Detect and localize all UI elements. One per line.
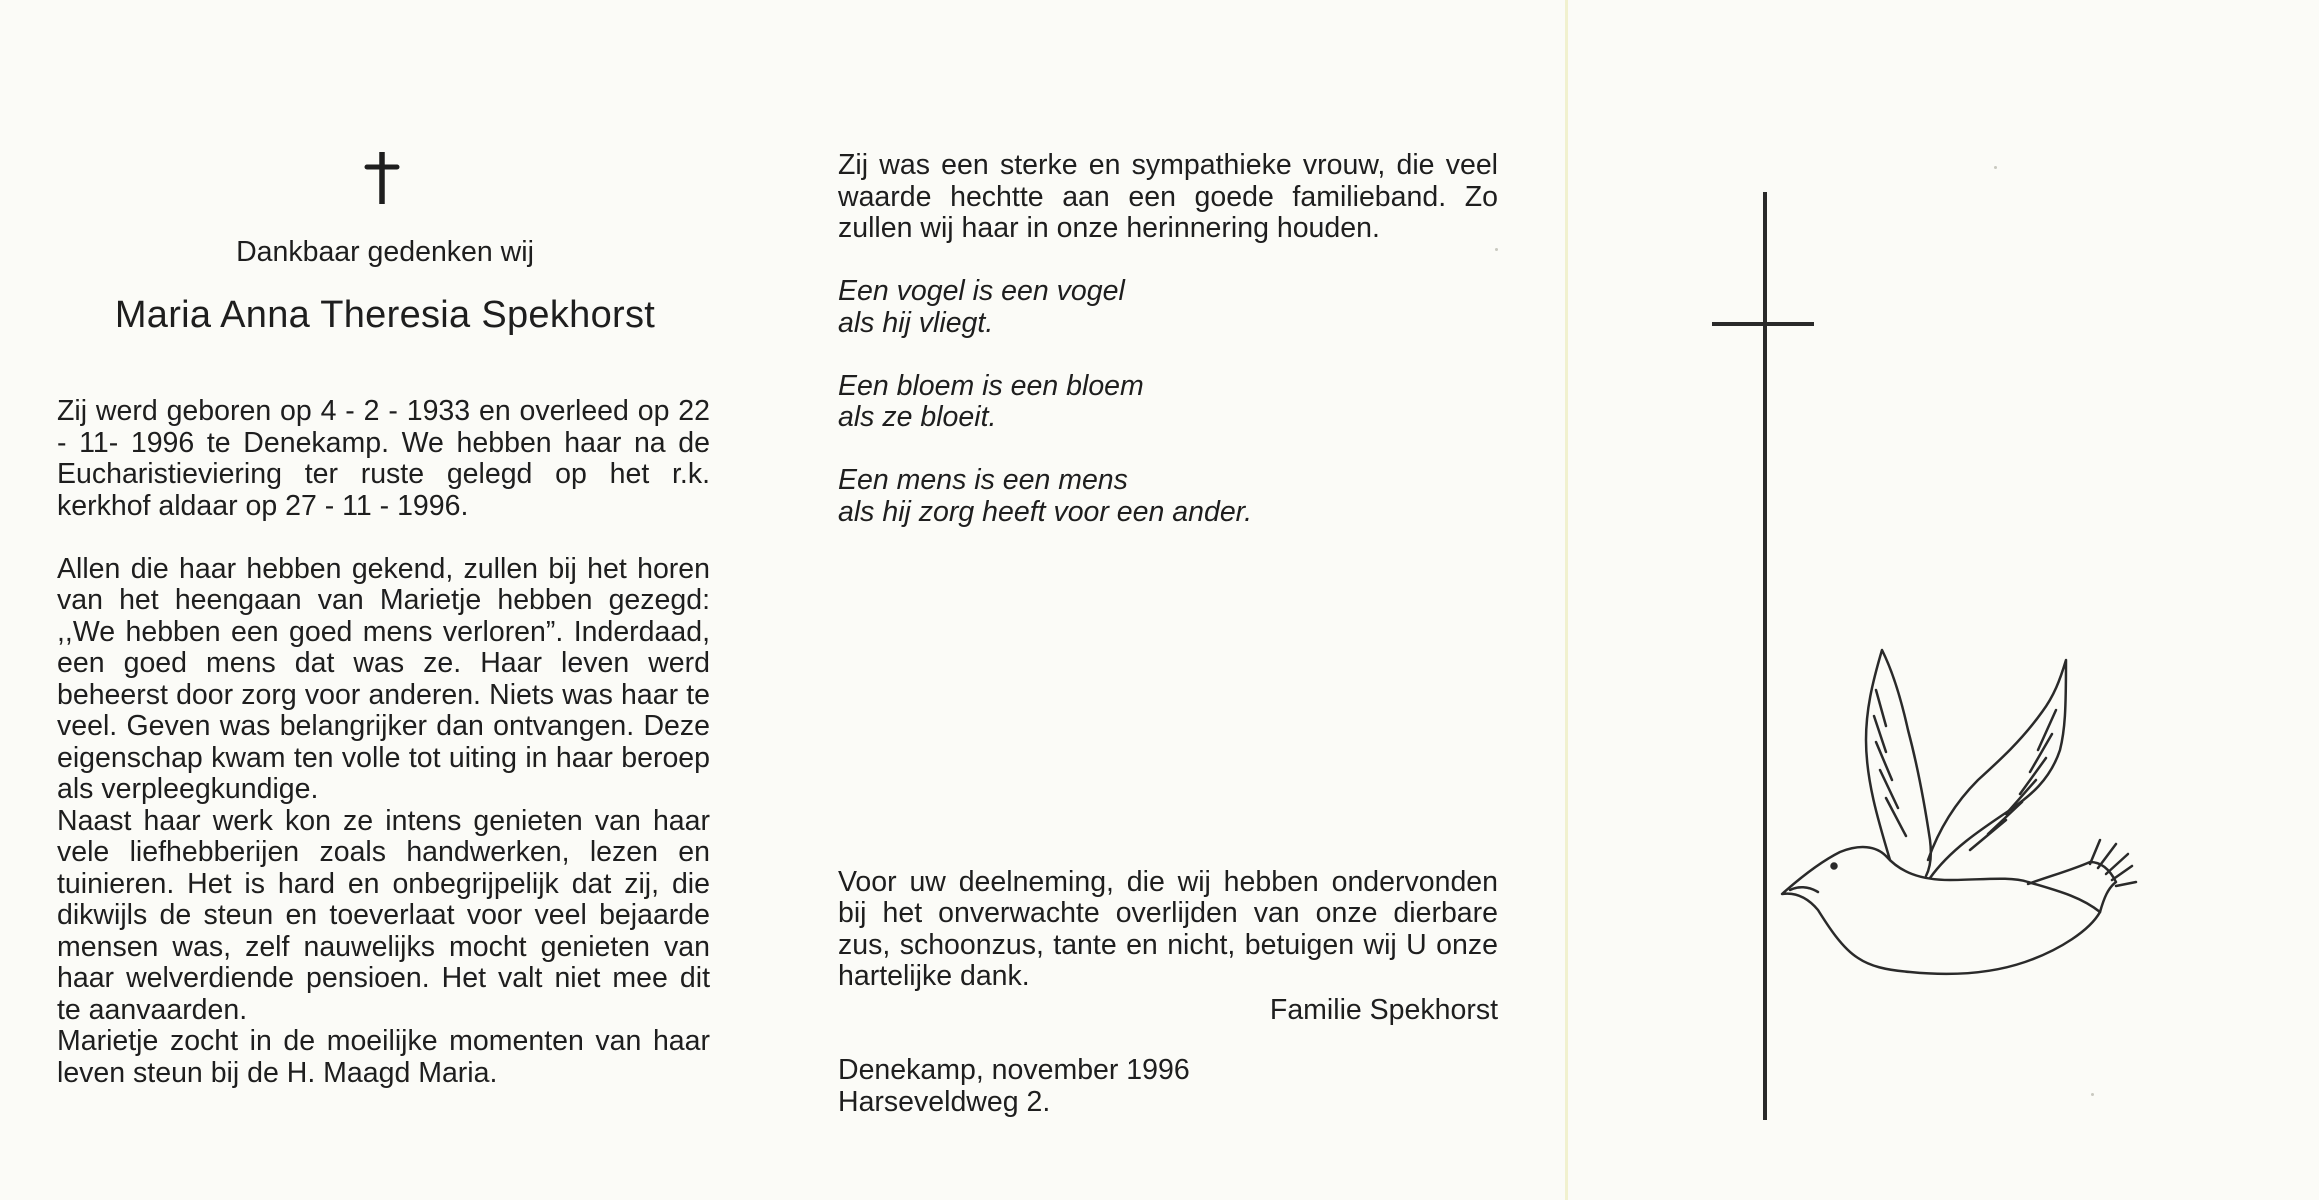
poem-stanza bbox=[838, 276, 1498, 339]
hobbies-paragraph: Naast haar werk kon ze intens genieten van haar vele liefhebberijen zoals handwerken, lezen en tuinieren. Het is hard en onbegrijpelijk dat zij, die dikwijls de steun en toeverlaat voor veel bejaarde mensen was, zelf nauwelijks mocht genieten van haar welverdiende pensioen. Het valt niet mee dit te aanvaarden. bbox=[57, 804, 710, 1026]
poem-stanza bbox=[838, 465, 1498, 528]
place-address bbox=[838, 1055, 1190, 1118]
place-date: Denekamp, november 1996 bbox=[838, 1054, 1190, 1086]
remembrance-column bbox=[838, 150, 1498, 560]
character-paragraph: Allen die haar hebben gekend, zullen bij het horen van het heengaan van Marietje hebben gezegd: ,,We hebben een goed mens verloren”. Inderdaad, een goed mens dat was ze. Haar leven werd beheerst door zorg voor anderen. Niets was haar te veel. Geven was belangrijker dan ontvangen. Deze eigenschap kwam ten volle tot uiting in haar beroep als verpleegkundige. bbox=[57, 552, 710, 805]
poem-line: Een bloem is een bloem bbox=[838, 369, 1144, 402]
poem-line: als hij zorg heeft voor een ander. bbox=[838, 495, 1253, 528]
poem-stanza bbox=[838, 371, 1498, 434]
intro-text: Dankbaar gedenken wij bbox=[236, 236, 534, 268]
address: Harseveldweg 2. bbox=[838, 1085, 1051, 1118]
poem-line: als ze bloeit. bbox=[838, 401, 997, 433]
dove-icon bbox=[1760, 630, 2160, 1010]
biography-column bbox=[57, 396, 710, 1089]
poem-line: Een vogel is een vogel bbox=[838, 275, 1125, 307]
poem-line: als hij vliegt. bbox=[838, 306, 994, 339]
poem-line: Een mens is een mens bbox=[838, 464, 1128, 496]
paper-speck bbox=[1994, 166, 1997, 169]
remembrance-paragraph: Zij was een sterke en sympathieke vrouw, die veel waarde hechtte aan een goede familieband. Zo zullen wij haar in onze herinnering houden. bbox=[838, 149, 1498, 244]
small-cross-icon bbox=[364, 150, 400, 206]
birth-death-paragraph: Zij werd geboren op 4 - 2 - 1933 en overleed op 22 - 11- 1996 te Denekamp. We hebben haar na de Eucharistieviering ter ruste gelegd op het r.k. kerkhof aldaar op 27 - 11 - 1996. bbox=[57, 395, 710, 522]
faith-paragraph: Marietje zocht in de moeilijke momenten van haar leven steun bij de H. Maagd Maria. bbox=[57, 1025, 710, 1089]
deceased-name: Maria Anna Theresia Spekhorst bbox=[114, 294, 656, 336]
family-signature: Familie Spekhorst bbox=[1269, 994, 1498, 1026]
fold-line bbox=[1565, 0, 1568, 1200]
paper-speck bbox=[1495, 248, 1498, 251]
thanks-paragraph: Voor uw deelneming, die wij hebben ondervonden bij het onverwachte overlijden van onze dierbare zus, schoonzus, tante en nicht, betuigen wij U onze hartelijke dank. bbox=[838, 865, 1498, 992]
paper-speck bbox=[2091, 1093, 2094, 1096]
